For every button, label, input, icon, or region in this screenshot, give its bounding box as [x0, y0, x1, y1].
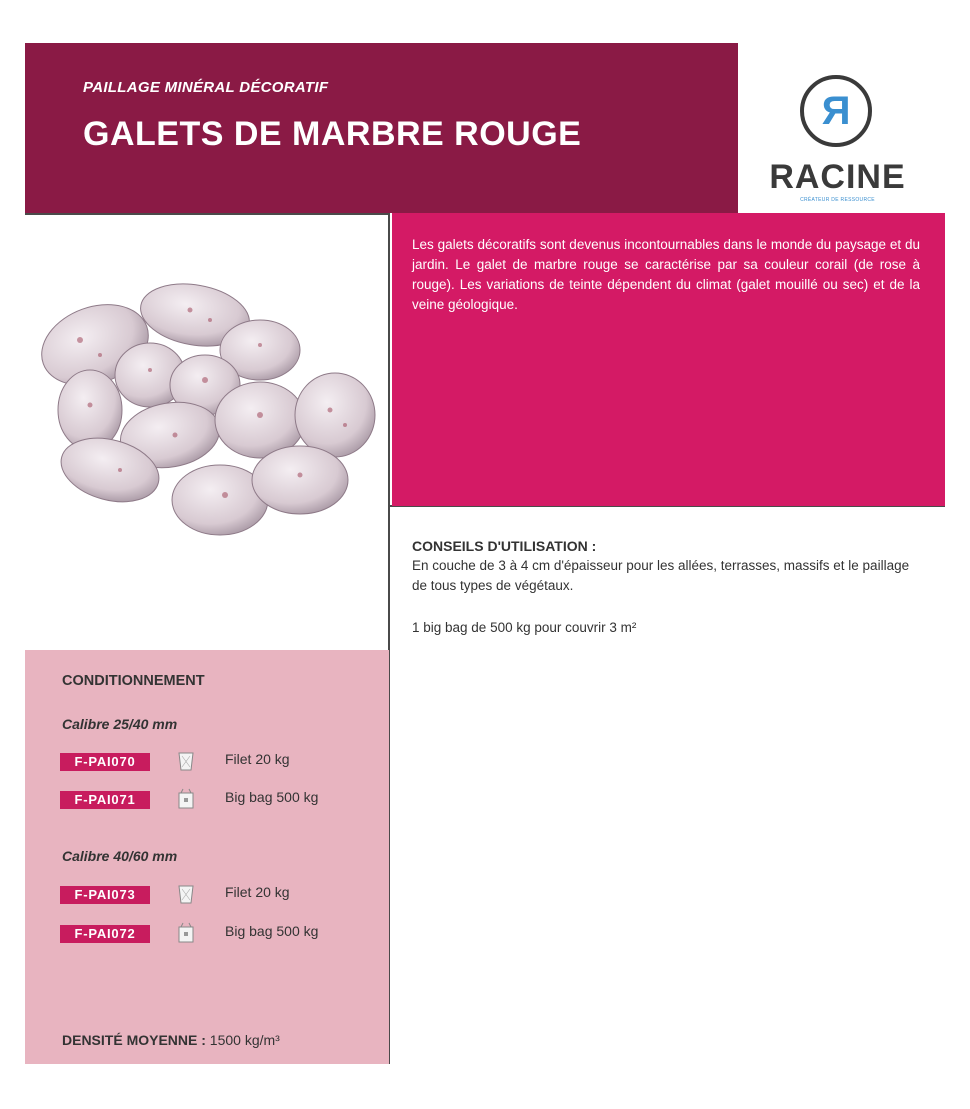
product-title: GALETS DE MARBRE ROUGE — [83, 115, 582, 153]
density-label: DENSITÉ MOYENNE : — [62, 1032, 206, 1048]
logo-circle-icon — [800, 75, 872, 147]
usage-text: En couche de 3 à 4 cm d'épaisseur pour les allées, terrasses, massifs et le paillage de tous types de végétaux. — [412, 558, 910, 593]
big-bag-icon — [177, 922, 195, 944]
product-category: PAILLAGE MINÉRAL DÉCORATIF — [83, 79, 329, 96]
logo-tagline: CRÉATEUR DE RESSOURCE — [800, 197, 875, 203]
bag-label: Big bag 500 kg — [225, 923, 319, 939]
ref-badge: F-PAI072 — [60, 925, 150, 943]
ref-badge: F-PAI070 — [60, 753, 150, 771]
racine-logo — [760, 70, 930, 210]
logo-name: RACINE — [769, 158, 906, 196]
description-panel — [392, 213, 945, 506]
bag-label: Big bag 500 kg — [225, 789, 319, 805]
divider-top-left — [25, 213, 390, 215]
density-line — [62, 1032, 280, 1048]
usage-heading: CONSEILS D'UTILISATION : — [412, 538, 597, 554]
net-bag-icon — [177, 883, 195, 905]
logo-r-icon: R — [821, 89, 851, 133]
big-bag-icon — [177, 788, 195, 810]
ref-badge: F-PAI073 — [60, 886, 150, 904]
coverage-text: 1 big bag de 500 kg pour couvrir 3 m² — [412, 620, 637, 635]
calibre-heading: Calibre 40/60 mm — [62, 848, 178, 864]
usage-advice — [412, 536, 912, 638]
packaging-panel — [25, 650, 389, 1064]
calibre-heading: Calibre 25/40 mm — [62, 716, 178, 732]
bag-label: Filet 20 kg — [225, 884, 290, 900]
description-text: Les galets décoratifs sont devenus incontournables dans le monde du paysage et du jardin. Le galet de marbre rouge se caractérise par sa couleur corail (de rose à rouge). Les variations de teinte dépendent du climat (galet mouillé ou sec) et de la veine géologique. — [412, 237, 920, 312]
net-bag-icon — [177, 750, 195, 772]
header-banner — [25, 43, 738, 213]
marble-pebbles-image — [30, 275, 390, 550]
density-value: 1500 kg/m³ — [209, 1032, 280, 1048]
ref-badge: F-PAI071 — [60, 791, 150, 809]
bag-label: Filet 20 kg — [225, 751, 290, 767]
packaging-title: CONDITIONNEMENT — [62, 673, 205, 689]
